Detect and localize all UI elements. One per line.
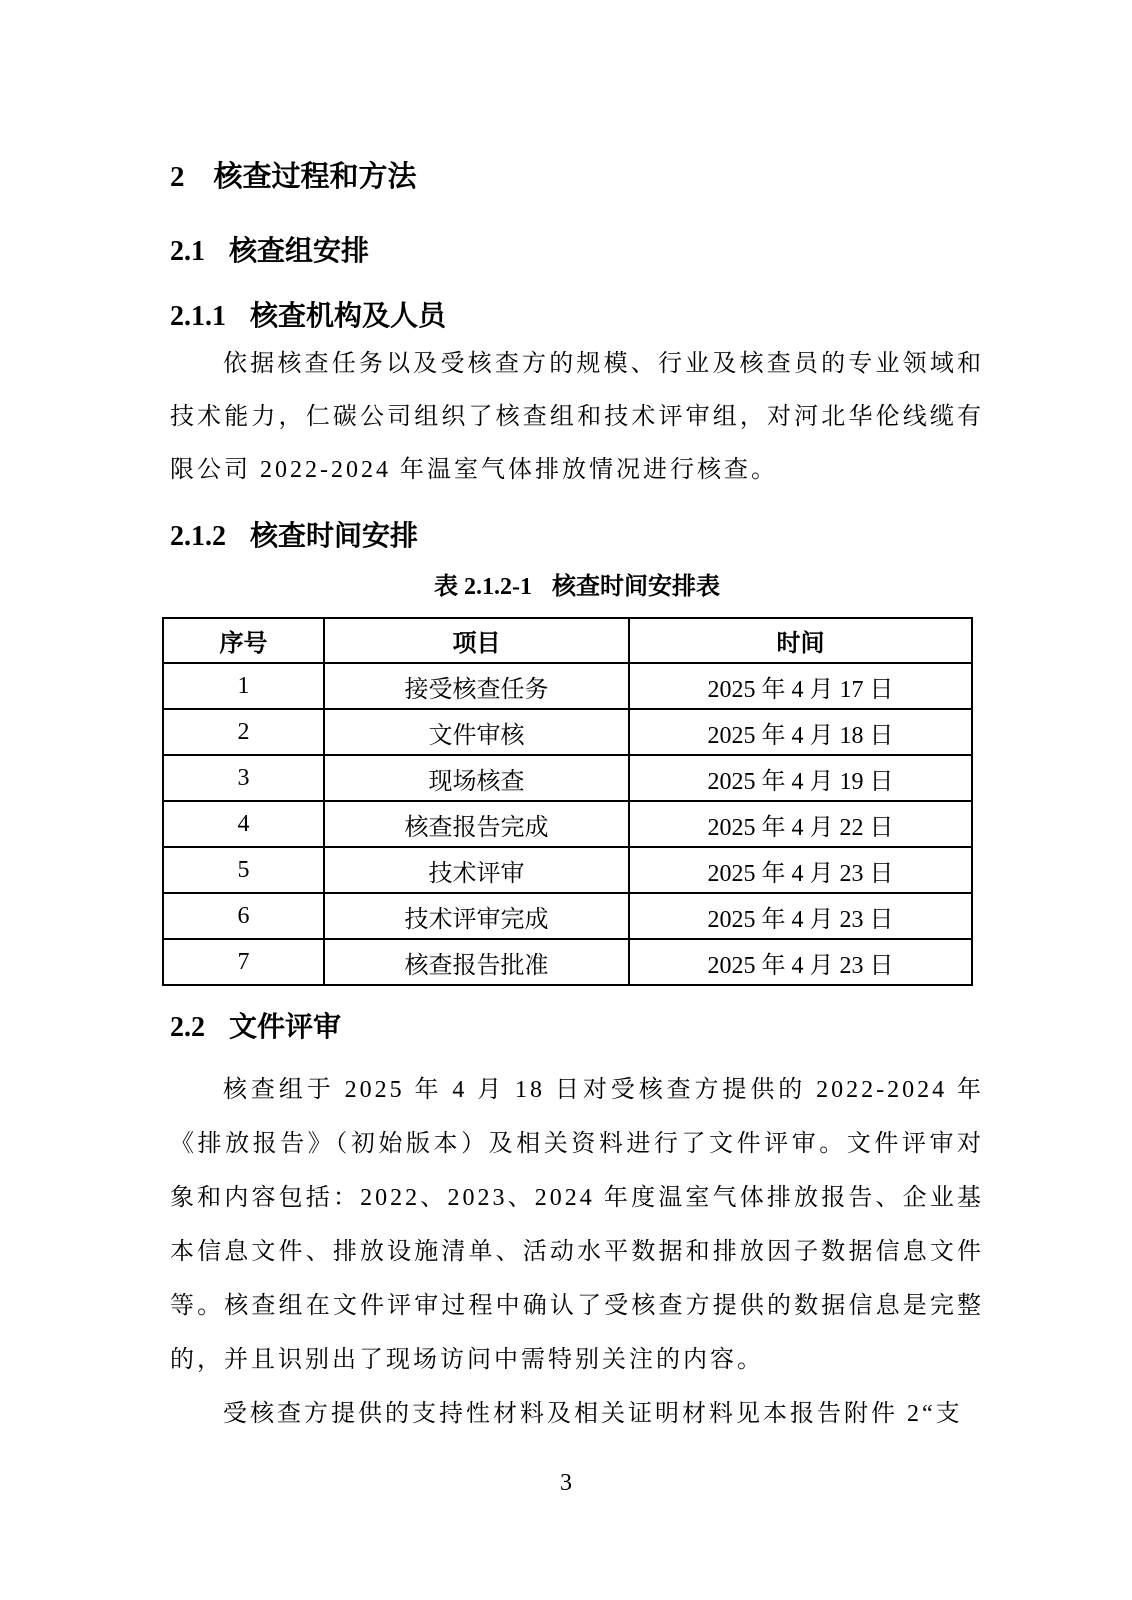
section-heading-2-2 xyxy=(170,1011,984,1045)
table-row xyxy=(163,847,972,893)
table-cell-date: 2025 年 4 月 23 日 xyxy=(629,893,972,939)
table-caption-label: 表 2.1.2-1 xyxy=(434,574,532,600)
chapter-title: 核查过程和方法 xyxy=(213,161,417,193)
table-cell-item: 接受核查任务 xyxy=(324,663,629,709)
paragraph-verification-team: 依据核查任务以及受核查方的规模、行业及核查员的专业领域和技术能力，仁碳公司组织了核查组和技术评审组，对河北华伦线缆有限公司 2022-2024 年温室气体排放情况进行核查。 xyxy=(170,351,984,483)
table-cell-date: 2025 年 4 月 17 日 xyxy=(629,663,972,709)
table-cell-seq: 3 xyxy=(163,755,324,801)
table-row xyxy=(163,663,972,709)
table-header-seq: 序号 xyxy=(163,618,324,663)
page-number: 3 xyxy=(560,1470,572,1496)
table-row xyxy=(163,939,972,985)
page-content xyxy=(170,160,984,1441)
table-row xyxy=(163,893,972,939)
table-cell-seq: 2 xyxy=(163,709,324,755)
table-cell-seq: 4 xyxy=(163,801,324,847)
table-cell-seq: 1 xyxy=(163,663,324,709)
table-cell-seq: 7 xyxy=(163,939,324,985)
section-heading-2-1-2 xyxy=(170,520,984,554)
table-cell-date: 2025 年 4 月 18 日 xyxy=(629,709,972,755)
section-title: 核查组安排 xyxy=(229,236,370,267)
table-cell-date: 2025 年 4 月 19 日 xyxy=(629,755,972,801)
table-cell-seq: 6 xyxy=(163,893,324,939)
table-row xyxy=(163,801,972,847)
table-cell-item: 技术评审 xyxy=(324,847,629,893)
section-heading-2-1-1 xyxy=(170,300,984,334)
table-cell-item: 现场核查 xyxy=(324,755,629,801)
table-cell-date: 2025 年 4 月 22 日 xyxy=(629,801,972,847)
section-title: 文件评审 xyxy=(229,1012,342,1043)
section-number: 2.1 xyxy=(170,236,205,267)
table-cell-seq: 5 xyxy=(163,847,324,893)
table-cell-item: 核查报告批准 xyxy=(324,939,629,985)
chapter-heading xyxy=(170,160,984,195)
table-header-item: 项目 xyxy=(324,618,629,663)
table-caption-title: 核查时间安排表 xyxy=(552,574,720,600)
table-cell-item: 技术评审完成 xyxy=(324,893,629,939)
table-caption xyxy=(170,572,984,602)
section-heading-2-1 xyxy=(170,235,984,269)
paragraph-document-review: 核查组于 2025 年 4 月 18 日对受核查方提供的 2022-2024 年《排放报告》（初始版本）及相关资料进行了文件评审。文件评审对象和内容包括：2022、2023、2024 年度温室气体排放报告、企业基本信息文件、排放设施清单、活动水平数据和排放因子数据信息文件等。核查组在文件评审过程中确认了受核查方提供的数据信息是完整的，并且识别出了现场访问中需特别关注的内容。 xyxy=(170,1077,984,1373)
paragraph-supporting-materials: 受核查方提供的支持性材料及相关证明材料见本报告附件 2“支 xyxy=(223,1401,963,1427)
section-number: 2.1.2 xyxy=(170,521,226,552)
chapter-number: 2 xyxy=(170,161,185,193)
table-header-row xyxy=(163,618,972,663)
table-cell-date: 2025 年 4 月 23 日 xyxy=(629,939,972,985)
section-number: 2.2 xyxy=(170,1012,205,1043)
table-cell-item: 核查报告完成 xyxy=(324,801,629,847)
schedule-table xyxy=(162,617,973,986)
section-title: 核查时间安排 xyxy=(250,521,419,552)
table-cell-item: 文件审核 xyxy=(324,709,629,755)
section-title: 核查机构及人员 xyxy=(250,301,447,332)
section-number: 2.1.1 xyxy=(170,301,226,332)
table-row xyxy=(163,755,972,801)
table-cell-date: 2025 年 4 月 23 日 xyxy=(629,847,972,893)
table-header-date: 时间 xyxy=(629,618,972,663)
table-row xyxy=(163,709,972,755)
